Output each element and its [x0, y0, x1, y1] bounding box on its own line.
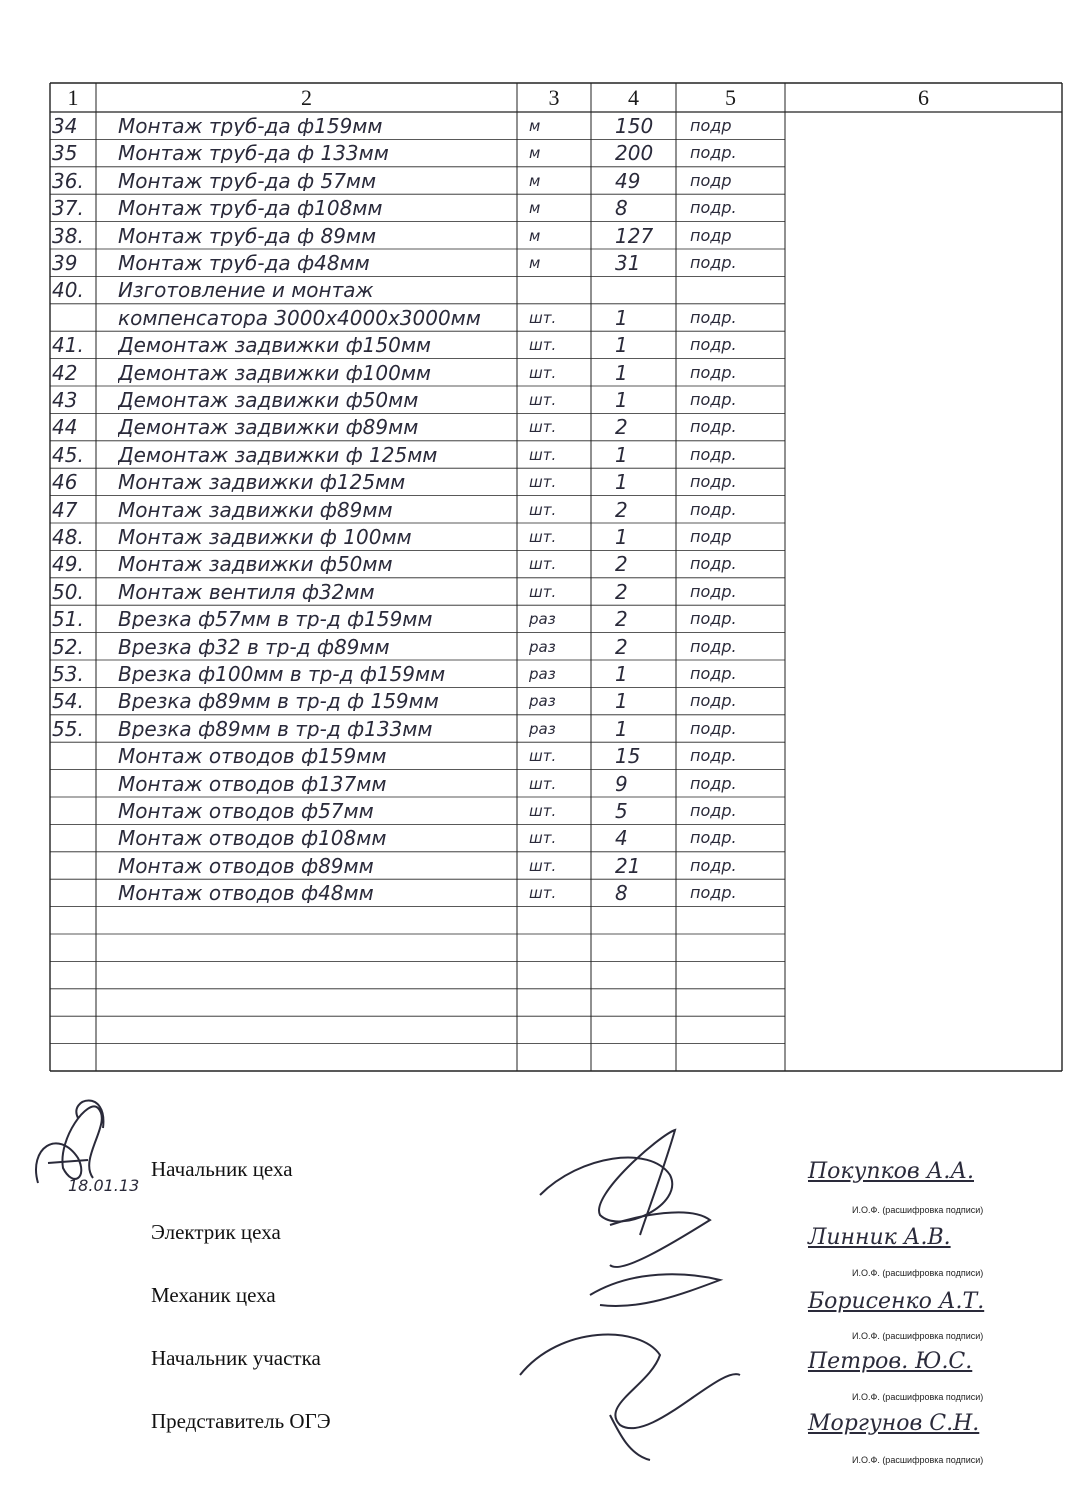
signature-caption-1: И.О.Ф. (расшифровка подписи) [852, 1205, 984, 1215]
cell-qty: 127 [615, 223, 654, 248]
signature-name-2: Линник А.В. [808, 1225, 951, 1250]
cell-num: 46 [52, 470, 78, 495]
cell-unit: шт. [529, 336, 557, 355]
cell-qty: 15 [615, 744, 641, 769]
cell-note: подр. [690, 444, 737, 464]
col-header-5: 5 [725, 85, 736, 110]
cell-desc: Демонтаж задвижки ф89мм [118, 417, 419, 438]
role-shop-head: Начальник цеха [151, 1157, 293, 1181]
cell-unit: шт. [529, 445, 557, 464]
cell-unit: шт. [529, 528, 557, 546]
cell-desc: Демонтаж задвижки ф50мм [118, 390, 419, 410]
cell-qty: 1 [615, 388, 628, 412]
signature-name-1: Покупков А.А. [808, 1159, 974, 1184]
cell-desc: Монтаж отводов ф89мм [118, 855, 374, 876]
signature-caption-5: И.О.Ф. (расшифровка подписи) [852, 1455, 984, 1465]
cell-num: 41. [52, 333, 84, 358]
cell-note: подр. [690, 718, 737, 738]
cell-desc: Монтаж отводов ф57мм [118, 801, 374, 821]
cell-unit: шт. [529, 829, 557, 848]
cell-num: 36. [52, 168, 84, 193]
role-oge-representative: Представитель ОГЭ [151, 1409, 331, 1433]
cell-desc: Демонтаж задвижки ф150мм [118, 335, 432, 356]
cell-desc: Демонтаж задвижки ф 125мм [118, 444, 438, 465]
cell-note: подр [690, 527, 732, 546]
cell-unit: шт. [529, 856, 557, 875]
cell-desc: Врезка ф100мм в тр-д ф159мм [118, 664, 446, 684]
cell-desc: Монтаж труб-да ф 133мм [118, 143, 389, 164]
cell-desc: Врезка ф89мм в тр-д ф133мм [118, 718, 433, 739]
cell-desc: Демонтаж задвижки ф100мм [118, 362, 432, 383]
cell-num: 48. [52, 525, 84, 549]
cell-unit: м [529, 117, 541, 135]
cell-unit: шт. [529, 418, 557, 437]
cell-qty: 9 [615, 771, 628, 796]
cell-note: подр. [690, 691, 737, 711]
cell-num: 35 [52, 141, 78, 166]
signature-name-4: Петров. Ю.С. [808, 1349, 973, 1374]
cell-desc: Монтаж задвижки ф89мм [118, 499, 393, 520]
cell-unit: шт. [529, 473, 557, 492]
cell-desc: Монтаж труб-да ф 89мм [118, 225, 377, 246]
cell-qty: 150 [615, 114, 654, 138]
cell-desc: Монтаж труб-да ф108мм [118, 198, 383, 219]
signature-caption-3: И.О.Ф. (расшифровка подписи) [852, 1331, 984, 1341]
cell-num: 53. [52, 662, 84, 686]
col-header-1: 1 [67, 85, 79, 110]
cell-qty: 8 [615, 196, 628, 221]
cell-unit: раз [529, 719, 556, 738]
cell-desc: Монтаж вентиля ф32мм [118, 581, 375, 602]
cell-unit: шт. [529, 747, 557, 766]
cell-note: подр. [690, 253, 737, 272]
cell-num: 38. [52, 223, 84, 248]
cell-num: 49. [52, 552, 84, 577]
cell-num: 40. [52, 278, 84, 303]
cell-desc: Монтаж отводов ф159мм [118, 746, 387, 767]
cell-note: подр. [690, 855, 737, 875]
cell-note: подр. [690, 609, 737, 629]
cell-unit: м [529, 254, 541, 272]
cell-unit: раз [529, 637, 556, 656]
cell-note: подр. [690, 198, 737, 218]
cell-note: подр. [690, 362, 737, 382]
cell-num: 51. [52, 607, 84, 632]
col-header-4: 4 [628, 85, 639, 110]
cell-note: подр. [690, 883, 737, 903]
cell-unit: шт. [529, 582, 557, 601]
cell-qty: 21 [615, 853, 641, 878]
cell-num: 42 [52, 360, 78, 385]
cell-unit: м [529, 171, 541, 190]
cell-note: подр [690, 225, 732, 245]
cell-desc: Монтаж отводов ф108мм [118, 828, 387, 849]
cell-qty: 4 [615, 826, 628, 851]
cell-desc: Монтаж задвижки ф 100мм [118, 527, 412, 547]
cell-qty: 1 [615, 662, 628, 686]
cell-num: 54. [52, 689, 84, 714]
cell-qty: 49 [615, 168, 641, 193]
cell-qty: 2 [615, 552, 628, 577]
cell-note: подр. [690, 335, 737, 355]
cell-desc: Монтаж задвижки ф125мм [118, 472, 406, 493]
cell-unit: раз [529, 692, 556, 711]
cell-note: подр [690, 170, 732, 190]
cell-note: подр. [690, 307, 737, 327]
cell-desc: Врезка ф57мм в тр-д ф159мм [118, 609, 433, 630]
signature-name-5: Моргунов С.Н. [808, 1411, 980, 1436]
cell-unit: м [529, 199, 541, 218]
signature-caption-4: И.О.Ф. (расшифровка подписи) [852, 1392, 984, 1402]
cell-unit: м [529, 226, 541, 245]
cell-unit: раз [529, 665, 556, 683]
cell-note: подр [690, 116, 732, 135]
cell-note: подр. [690, 636, 737, 656]
cell-note: подр. [690, 554, 737, 574]
cell-note: подр. [690, 664, 737, 683]
cell-qty: 2 [615, 634, 628, 659]
role-shop-electrician: Электрик цеха [151, 1220, 281, 1244]
cell-qty: 8 [615, 881, 628, 906]
col-header-3: 3 [548, 85, 560, 110]
cell-note: подр. [690, 143, 737, 163]
cell-num: 39 [52, 251, 78, 275]
cell-qty: 2 [615, 497, 628, 522]
cell-unit: шт. [529, 308, 557, 327]
cell-qty: 1 [615, 360, 628, 385]
cell-unit: шт. [529, 555, 557, 574]
cell-unit: шт. [529, 802, 557, 820]
cell-num: 43 [52, 388, 78, 412]
cell-qty: 1 [615, 525, 628, 549]
cell-desc: Монтаж труб-да ф48мм [118, 253, 370, 273]
cell-note: подр. [690, 746, 737, 766]
cell-qty: 5 [615, 799, 628, 823]
cell-note: подр. [690, 417, 737, 437]
cell-qty: 2 [615, 579, 628, 604]
cell-num: 55. [52, 716, 84, 741]
cell-qty: 1 [615, 470, 628, 495]
cell-qty: 1 [615, 716, 628, 741]
cell-unit: шт. [529, 363, 557, 382]
date-note: 18.01.13 [68, 1176, 140, 1195]
cell-unit: шт. [529, 500, 557, 519]
col-header-6: 6 [918, 85, 929, 110]
cell-num: 52. [52, 634, 84, 659]
cell-desc: Монтаж отводов ф137мм [118, 773, 387, 794]
cell-unit: шт. [529, 884, 557, 903]
col-header-2: 2 [301, 85, 312, 110]
cell-num: 44 [52, 415, 78, 440]
cell-note: подр. [690, 390, 737, 409]
cell-desc: Врезка ф89мм в тр-д ф 159мм [118, 691, 439, 712]
cell-note: подр. [690, 773, 737, 793]
cell-note: подр. [690, 581, 737, 601]
cell-desc: Монтаж отводов ф48мм [118, 883, 374, 904]
cell-unit: шт. [529, 774, 557, 793]
cell-note: подр. [690, 801, 737, 820]
cell-num: 37. [52, 196, 84, 221]
role-section-head: Начальник участка [151, 1346, 321, 1370]
cell-unit: шт. [529, 391, 557, 409]
cell-desc: Врезка ф32 в тр-д ф89мм [118, 636, 390, 657]
cell-qty: 1 [615, 689, 628, 714]
cell-unit: раз [529, 610, 556, 629]
cell-qty: 200 [615, 141, 654, 166]
cell-desc: Монтаж задвижки ф50мм [118, 554, 393, 575]
cell-num: 47 [52, 497, 78, 522]
cell-note: подр. [690, 828, 737, 848]
cell-qty: 2 [615, 415, 628, 440]
cell-desc: Монтаж труб-да ф 57мм [118, 170, 377, 191]
signature-name-3: Борисенко А.Т. [808, 1289, 985, 1314]
cell-desc: Монтаж труб-да ф159мм [118, 116, 383, 136]
cell-qty: 2 [615, 607, 628, 632]
cell-num: 50. [52, 579, 84, 604]
cell-desc: Изготовление и монтаж [118, 280, 374, 301]
cell-qty: 1 [615, 305, 628, 330]
cell-note: подр. [690, 472, 737, 492]
cell-qty: 31 [615, 251, 641, 275]
cell-num: 34 [52, 114, 78, 138]
cell-qty: 1 [615, 442, 628, 467]
cell-qty: 1 [615, 333, 628, 358]
cell-num: 45. [52, 442, 84, 467]
role-shop-mechanic: Механик цеха [151, 1283, 276, 1307]
handwritten-signatures [500, 1125, 780, 1465]
cell-desc: компенсатора 3000х4000х3000мм [118, 307, 481, 328]
cell-unit: м [529, 144, 541, 163]
signature-caption-2: И.О.Ф. (расшифровка подписи) [852, 1268, 984, 1278]
cell-note: подр. [690, 499, 737, 519]
